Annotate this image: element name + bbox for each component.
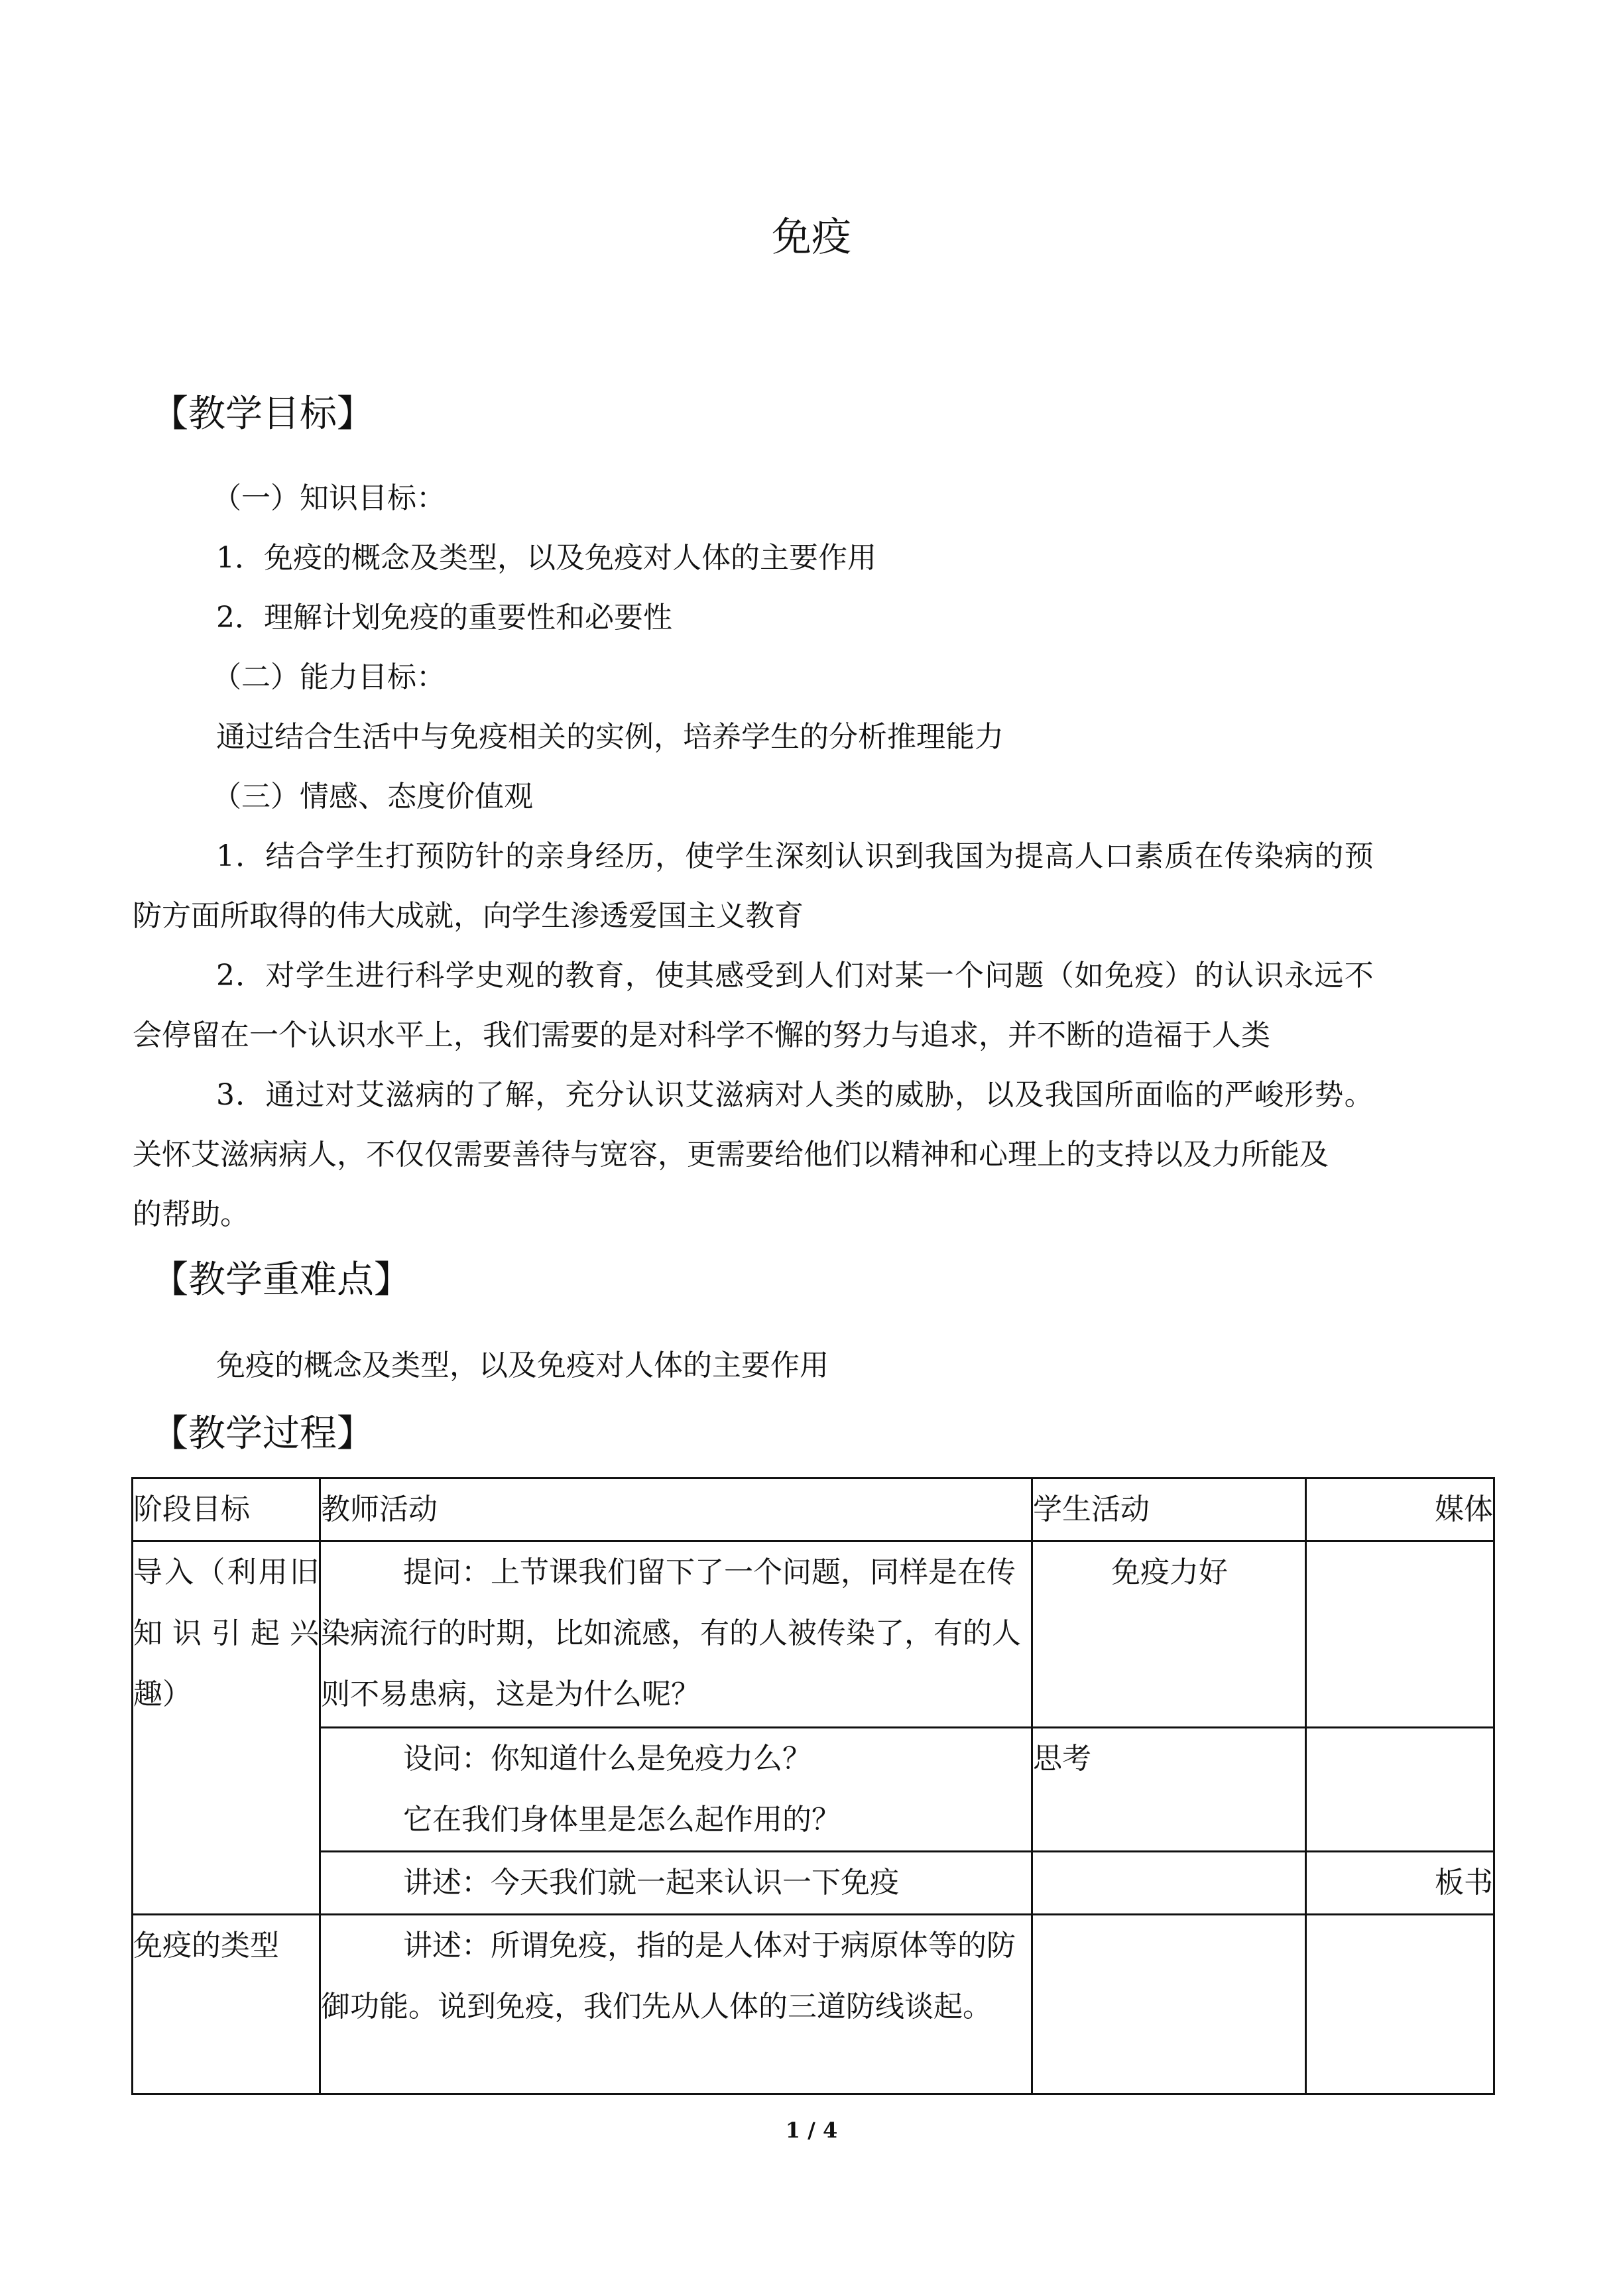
stage-types: 免疫的类型 <box>133 1915 320 2094</box>
section-heading-objectives: 【教学目标】 <box>151 393 374 436</box>
ability-objective-1: 通过结合生活中与免疫相关的实例，培养学生的分析推理能力 <box>216 720 1004 754</box>
teacher-activity-cell <box>320 1915 1032 2094</box>
media-cell <box>1306 1915 1494 2094</box>
student-activity-cell: 免疫力好 <box>1032 1541 1306 1728</box>
student-activity-cell <box>1032 1915 1306 2094</box>
emotion-objective-3-line-1: 3．通过对艾滋病的了解，充分认识艾滋病对人类的威胁，以及我国所面临的严峻形势。 <box>216 1078 1374 1112</box>
stage-intro: 导入（利用旧知识引起兴趣） <box>133 1541 320 1915</box>
section-heading-process: 【教学过程】 <box>151 1412 374 1455</box>
header-student-activity: 学生活动 <box>1032 1479 1306 1541</box>
section-heading-keypoints: 【教学重难点】 <box>151 1258 411 1301</box>
emotion-objective-1-line-1: 1．结合学生打预防针的亲身经历，使学生深刻认识到我国为提高人口素质在传染病的预 <box>216 839 1374 873</box>
teacher-activity-cell <box>320 1852 1032 1915</box>
table-row <box>133 1915 1494 2094</box>
ability-objectives-heading: （二）能力目标： <box>212 660 446 694</box>
teacher-activity-cell <box>320 1541 1032 1728</box>
teacher-activity-text: 设问：你知道什么是免疫力么？ <box>403 1742 812 1776</box>
knowledge-objective-1: 1．免疫的概念及类型，以及免疫对人体的主要作用 <box>216 541 876 575</box>
header-teacher-activity: 教师活动 <box>320 1479 1032 1541</box>
page-number: 1 / 4 <box>785 2118 838 2143</box>
teacher-activity-cell <box>320 1728 1032 1852</box>
knowledge-objectives-heading: （一）知识目标： <box>212 481 446 515</box>
table-row <box>133 1852 1494 1915</box>
media-cell <box>1306 1541 1494 1728</box>
emotion-objective-2-line-1: 2．对学生进行科学史观的教育，使其感受到人们对某一个问题（如免疫）的认识永远不 <box>216 959 1374 993</box>
media-cell <box>1306 1728 1494 1852</box>
emotion-objective-3-line-3: 的帮助。 <box>133 1197 249 1231</box>
emotion-objective-1-line-2: 防方面所取得的伟大成就，向学生渗透爱国主义教育 <box>133 899 804 933</box>
keypoints-text: 免疫的概念及类型，以及免疫对人体的主要作用 <box>216 1349 829 1382</box>
knowledge-objective-2: 2．理解计划免疫的重要性和必要性 <box>216 601 672 634</box>
header-stage: 阶段目标 <box>133 1479 320 1541</box>
teacher-activity-text: 讲述：今天我们就一起来认识一下免疫 <box>403 1866 899 1900</box>
emotion-objective-2-line-2: 会停留在一个认识水平上，我们需要的是对科学不懈的努力与追求，并不断的造福于人类 <box>133 1018 1270 1052</box>
teacher-activity-text: 讲述：所谓免疫，指的是人体对于病原体等的防御功能。说到免疫，我们先从人体的三道防线谈起。 <box>321 1929 1016 2024</box>
document-title: 免疫 <box>772 214 851 261</box>
emotion-objectives-heading: （三）情感、态度价值观 <box>212 780 533 814</box>
table-row <box>133 1541 1494 1728</box>
table-row <box>133 1728 1494 1852</box>
student-activity-cell: 思考 <box>1032 1728 1306 1852</box>
table-header-row <box>133 1479 1494 1541</box>
media-cell: 板书 <box>1306 1852 1494 1915</box>
teacher-activity-text: 它在我们身体里是怎么起作用的？ <box>403 1803 841 1837</box>
header-media: 媒体 <box>1306 1479 1494 1541</box>
teaching-process-table <box>131 1477 1495 2095</box>
student-activity-cell <box>1032 1852 1306 1915</box>
emotion-objective-3-line-2: 关怀艾滋病病人，不仅仅需要善待与宽容，更需要给他们以精神和心理上的支持以及力所能及 <box>133 1138 1329 1172</box>
teacher-activity-text: 提问：上节课我们留下了一个问题，同样是在传染病流行的时期，比如流感，有的人被传染了，有的人则不易患病，这是为什么呢？ <box>321 1555 1021 1711</box>
